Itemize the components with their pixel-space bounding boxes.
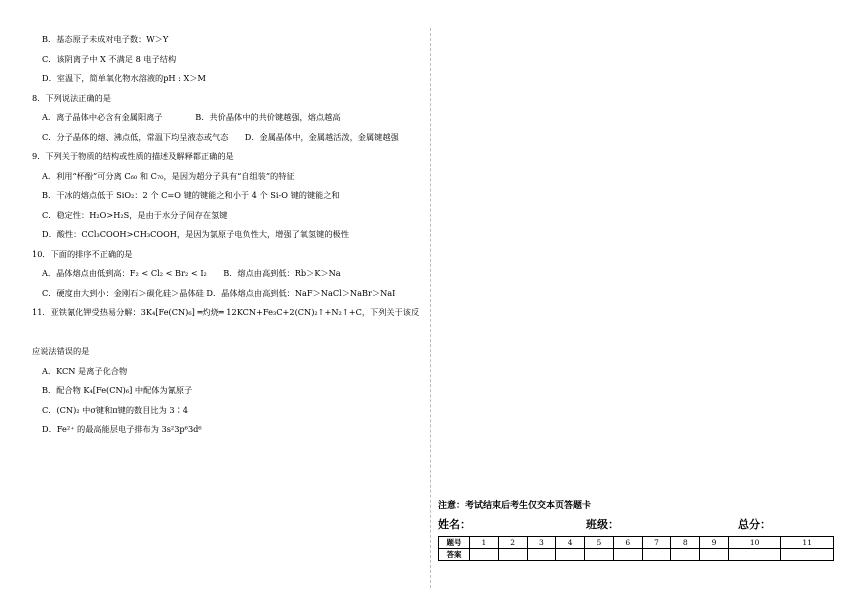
column-divider — [430, 28, 431, 588]
answer-cell[interactable] — [642, 549, 671, 561]
text-line: D．室温下，简单氧化物水溶液的pH : X＞M — [42, 73, 206, 83]
text-line: C．分子晶体的熔、沸点低，常温下均呈液态或气态 D．金属晶体中，金属越活泼，金属键越强 — [42, 131, 399, 142]
answer-cell[interactable] — [527, 549, 556, 561]
question-number-cell: 10 — [728, 537, 781, 549]
answer-cell[interactable] — [781, 549, 834, 561]
table-row — [439, 549, 834, 561]
answer-cell[interactable] — [498, 549, 527, 561]
answer-card-notice: 注意：考试结束后考生仅交本页答题卡 — [438, 501, 592, 511]
question-11-stem-cont: 应说法错误的是 — [32, 346, 90, 356]
question-number-cell: 3 — [527, 537, 556, 549]
question-column — [32, 30, 424, 440]
text-line: D．Fe²⁺ 的最高能层电子排布为 3s²3p⁶3d⁶ — [42, 424, 202, 434]
question-number-cell: 9 — [700, 537, 729, 549]
blank-line — [32, 323, 424, 343]
question-number-cell: 7 — [642, 537, 671, 549]
text-line: C．(CN)₂ 中σ键和π键的数目比为 3∶4 — [42, 404, 189, 415]
student-info-row — [438, 514, 834, 534]
text-line: B．干冰的熔点低于 SiO₂：2 个 C=O 键的键能之和小于 4 个 Si-O 键的键能之和 — [42, 190, 340, 200]
question-number-header: 题号 — [439, 537, 470, 549]
answer-cell[interactable] — [671, 549, 700, 561]
text-line: A．离子晶体中必含有金属阳离子 B．共价晶体中的共价键越强，熔点越高 — [42, 112, 341, 122]
question-9-stem: 9．下列关于物质的结构或性质的描述及解释都正确的是 — [32, 151, 234, 161]
text-line: A．KCN 是离子化合物 — [42, 365, 128, 376]
answer-cell[interactable] — [585, 549, 614, 561]
answer-cell[interactable] — [556, 549, 585, 561]
answer-cell[interactable] — [470, 549, 499, 561]
score-label: 总分： — [738, 518, 771, 531]
text-line: A．利用“杯酚”可分离 C₆₀ 和 C₇₀，是因为超分子具有“自组装”的特征 — [42, 170, 295, 181]
answer-card — [438, 498, 834, 561]
question-number-cell: 2 — [498, 537, 527, 549]
text-line: D．酸性：CCl₃COOH>CH₃COOH，是因为氯原子电负性大，增强了氧氢键的极性 — [42, 229, 349, 239]
table-row — [439, 537, 834, 549]
answer-cell[interactable] — [613, 549, 642, 561]
class-label: 班级： — [586, 518, 619, 531]
question-number-cell: 11 — [781, 537, 834, 549]
question-number-cell: 6 — [613, 537, 642, 549]
question-8-stem: 8．下列说法正确的是 — [32, 92, 111, 103]
text-line: C．硬度由大到小：金刚石＞碳化硅＞晶体硅 D．晶体熔点由高到低：NaF＞NaCl＞NaBr＞NaI — [42, 287, 396, 298]
question-number-cell: 8 — [671, 537, 700, 549]
answer-cell[interactable] — [700, 549, 729, 561]
text-line: B．配合物 K₄[Fe(CN)₆] 中配体为氰原子 — [42, 385, 193, 395]
answer-cell[interactable] — [728, 549, 781, 561]
question-10-stem: 10．下面的排序不正确的是 — [32, 248, 133, 259]
text-line: A．晶体熔点由低到高：F₂ < Cl₂ < Br₂ < I₂ B．熔点由高到低：Rb＞K＞Na — [42, 268, 341, 278]
answer-header: 答案 — [439, 549, 470, 561]
text-line: B．基态原子未成对电子数：W＞Y — [42, 34, 169, 44]
question-number-cell: 1 — [470, 537, 499, 549]
question-number-cell: 4 — [556, 537, 585, 549]
text-line: C．稳定性：H₂O>H₂S，是由于水分子间存在氢键 — [42, 209, 228, 220]
name-label: 姓名： — [438, 518, 471, 531]
question-number-cell: 5 — [585, 537, 614, 549]
answer-table — [438, 536, 834, 561]
text-line: C．该阴离子中 X 不满足 8 电子结构 — [42, 53, 177, 64]
question-11-stem: 11．亚铁氰化钾受热易分解：3K₄[Fe(CN)₆] ═灼烧═ 12KCN+Fe₃C+2(CN)₂↑+N₂↑+C，下列关于该反 — [32, 307, 420, 317]
